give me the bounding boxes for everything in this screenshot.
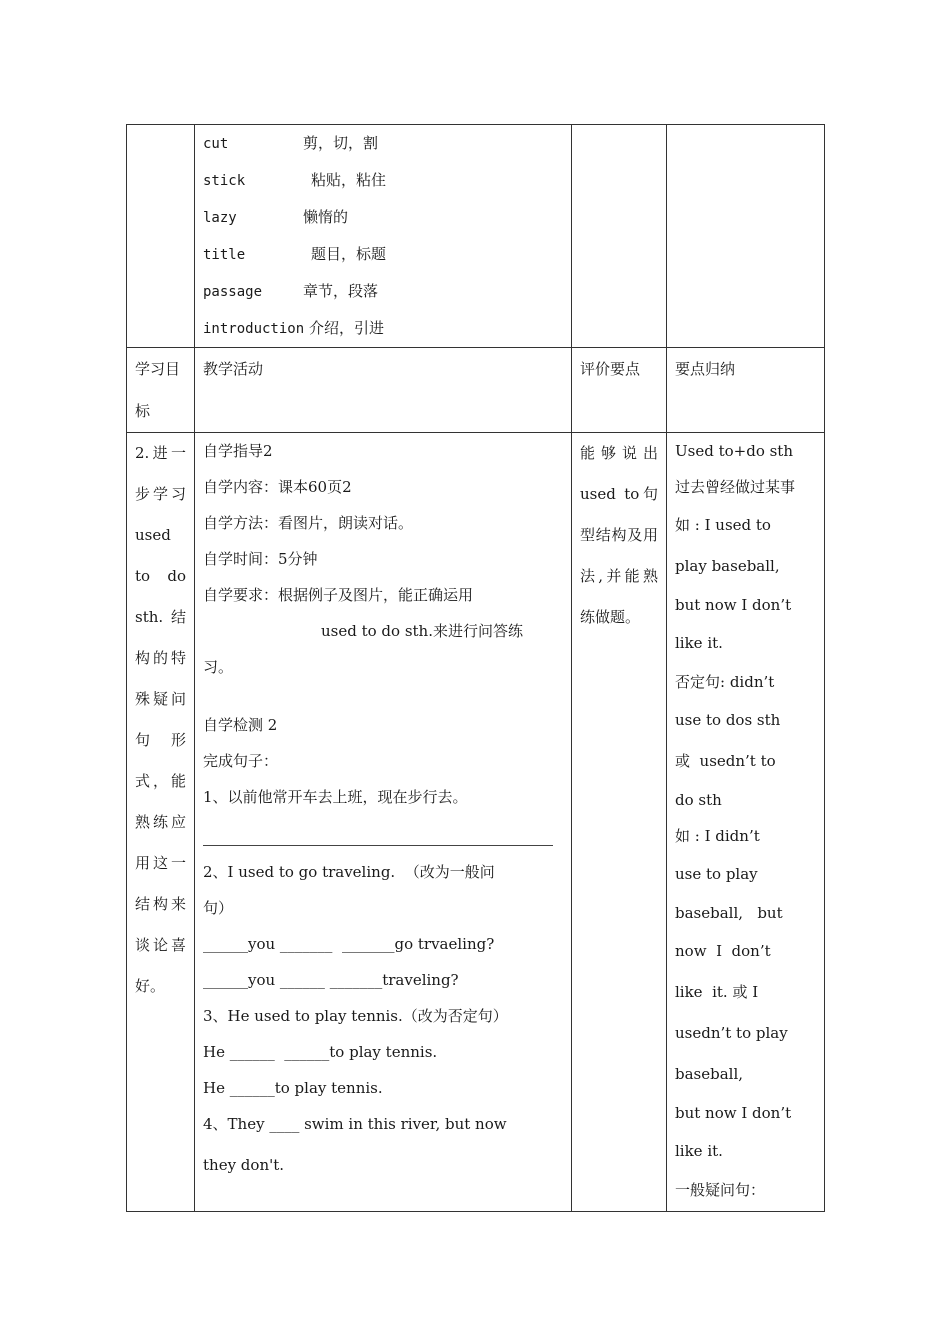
self-study-method: 自学方法：看图片，朗读对话。 bbox=[203, 514, 414, 532]
self-study-requirement: 自学要求：根据例子及图片，能正确运用 bbox=[203, 586, 474, 604]
vocab-item bbox=[203, 125, 563, 162]
vocab-meaning: 剪，切，割 bbox=[303, 134, 379, 152]
summary-line: use to play bbox=[675, 865, 758, 883]
vocab-word: introduction bbox=[203, 321, 305, 337]
vocab-meaning: 介绍，引进 bbox=[308, 319, 384, 337]
self-study-requirement-cont: used to do sth.来进行问答练 bbox=[321, 622, 523, 640]
vocab-item bbox=[203, 236, 563, 273]
evaluation-cell: 能够说出used to句型结构及用法,并能熟练做题。 bbox=[572, 433, 667, 1212]
header-evaluation: 评价要点 bbox=[572, 348, 667, 433]
content-row bbox=[127, 433, 825, 1212]
question-3-blank-a: He ______ ______to play tennis. bbox=[203, 1043, 438, 1061]
goal-cell: 2.进一步学习used to do sth.结构的特殊疑问句形式，能熟练应用这一结构来谈论喜好。 bbox=[127, 433, 195, 1212]
header-summary: 要点归纳 bbox=[667, 348, 825, 433]
summary-line: but now I don’t bbox=[675, 1104, 792, 1122]
summary-line: like it. bbox=[675, 634, 723, 652]
guide-title: 自学指导2 bbox=[203, 442, 273, 460]
summary-line: like it. bbox=[675, 1142, 723, 1160]
header-goal: 学习目标 bbox=[127, 348, 195, 433]
question-2-blank-b: ______you ______ _______traveling? bbox=[203, 971, 459, 989]
vocab-meaning: 章节，段落 bbox=[303, 282, 379, 300]
summary-line: 过去曾经做过某事 bbox=[675, 478, 796, 496]
vocab-word: stick bbox=[203, 173, 246, 189]
question-4-end: they don't. bbox=[203, 1156, 285, 1174]
self-study-content: 自学内容：课本60页2 bbox=[203, 478, 352, 496]
empty-cell bbox=[667, 125, 825, 348]
summary-line: 否定句: didn’t bbox=[675, 673, 775, 691]
summary-line: like it. 或 I bbox=[675, 983, 759, 1001]
vocab-item bbox=[203, 273, 563, 310]
summary-line: play baseball, bbox=[675, 557, 780, 575]
empty-cell bbox=[127, 125, 195, 348]
complete-instruction: 完成句子： bbox=[203, 752, 279, 770]
summary-line: 一般疑问句： bbox=[675, 1181, 766, 1199]
vocab-meaning: 懒惰的 bbox=[303, 208, 349, 226]
summary-cell bbox=[667, 433, 825, 1212]
vocab-item bbox=[203, 310, 563, 347]
vocab-meaning: 粘贴，粘住 bbox=[311, 171, 387, 189]
vocab-cell bbox=[195, 125, 572, 348]
summary-line: baseball, bbox=[675, 1065, 744, 1083]
header-row bbox=[127, 348, 825, 433]
summary-line: usedn’t to play bbox=[675, 1024, 788, 1042]
vocab-word: cut bbox=[203, 136, 229, 152]
vocab-item bbox=[203, 162, 563, 199]
summary-line: 如 : I used to bbox=[675, 516, 771, 534]
question-3-blank-b: He ______to play tennis. bbox=[203, 1079, 383, 1097]
vocab-row bbox=[127, 125, 825, 348]
summary-line: 或 usedn’t to bbox=[675, 752, 776, 770]
self-study-time: 自学时间：5分钟 bbox=[203, 550, 318, 568]
summary-line: now I don’t bbox=[675, 942, 771, 960]
summary-line: but now I don’t bbox=[675, 596, 792, 614]
question-4: 4、They ____ swim in this river, but now bbox=[203, 1115, 507, 1133]
vocab-word: title bbox=[203, 247, 246, 263]
check-title: 自学检测 2 bbox=[203, 716, 278, 734]
lesson-plan-table bbox=[126, 124, 825, 1212]
question-2-blank-a: ______you _______ _______go trvaeling? bbox=[203, 935, 495, 953]
question-3: 3、He used to play tennis.（改为否定句） bbox=[203, 1007, 508, 1025]
vocab-meaning: 题目，标题 bbox=[311, 245, 387, 263]
question-1: 1、以前他常开车去上班，现在步行去。 bbox=[203, 788, 468, 806]
answer-line bbox=[203, 815, 553, 846]
summary-line: 如 : I didn’t bbox=[675, 827, 760, 845]
vocab-item bbox=[203, 199, 563, 236]
vocab-word: passage bbox=[203, 284, 263, 300]
summary-line: do sth bbox=[675, 791, 722, 809]
summary-line: Used to+do sth bbox=[675, 442, 794, 460]
question-2-end: 句） bbox=[203, 899, 234, 917]
vocab-word: lazy bbox=[203, 210, 237, 226]
header-activity: 教学活动 bbox=[195, 348, 572, 433]
summary-line: use to dos sth bbox=[675, 711, 781, 729]
empty-cell bbox=[572, 125, 667, 348]
self-study-requirement-end: 习。 bbox=[203, 658, 234, 676]
activity-cell bbox=[195, 433, 572, 1212]
summary-line: baseball, but bbox=[675, 904, 783, 922]
question-2: 2、I used to go traveling. （改为一般问 bbox=[203, 863, 495, 881]
